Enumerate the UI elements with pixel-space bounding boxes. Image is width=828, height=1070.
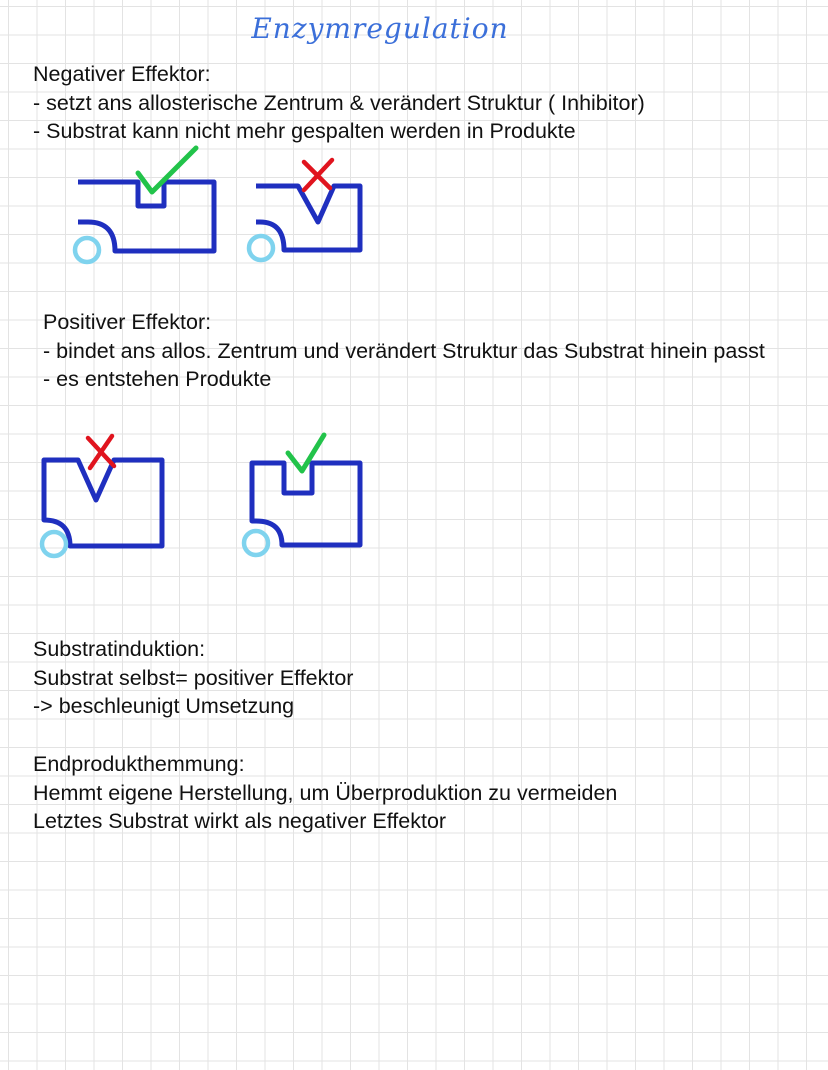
end-product-inhibition-line-1: Hemmt eigene Herstellung, um Überproduktion zu vermeiden xyxy=(33,780,618,805)
enzyme-diagram-inhibited xyxy=(236,150,376,275)
substrate-induction-heading: Substratinduktion: xyxy=(33,637,206,661)
enzyme-diagram-blocked xyxy=(30,430,180,565)
cross-icon xyxy=(304,160,332,190)
positive-effector-heading: Positiver Effektor: xyxy=(43,310,212,334)
positive-effector-line-1: - bindet ans allos. Zentrum und verändert Struktur das Substrat hinein passt xyxy=(43,338,765,363)
negative-effector-heading: Negativer Effektor: xyxy=(33,62,211,86)
check-icon xyxy=(288,435,324,471)
substrate-induction-section xyxy=(33,635,353,721)
end-product-inhibition-heading: Endprodukthemmung: xyxy=(33,752,245,776)
check-icon xyxy=(138,148,196,192)
end-product-inhibition-section xyxy=(33,750,617,836)
enzyme-diagram-activated xyxy=(236,425,376,560)
negative-effector-section xyxy=(33,60,645,146)
substrate-induction-line-2: -> beschleunigt Umsetzung xyxy=(33,694,295,719)
negative-effector-line-2: - Substrat kann nicht mehr gespalten werden in Produkte xyxy=(33,119,576,144)
negative-effector-line-1: - setzt ans allosterische Zentrum & verändert Struktur ( Inhibitor) xyxy=(33,90,645,115)
page-title: Enzymregulation xyxy=(251,12,509,45)
cross-icon xyxy=(88,436,114,468)
enzyme-diagram-active xyxy=(60,140,230,270)
positive-effector-line-2: - es entstehen Produkte xyxy=(43,367,272,392)
end-product-inhibition-line-2: Letztes Substrat wirkt als negativer Effektor xyxy=(33,809,447,834)
substrate-induction-line-1: Substrat selbst= positiver Effektor xyxy=(33,665,354,690)
positive-effector-section xyxy=(43,308,803,394)
